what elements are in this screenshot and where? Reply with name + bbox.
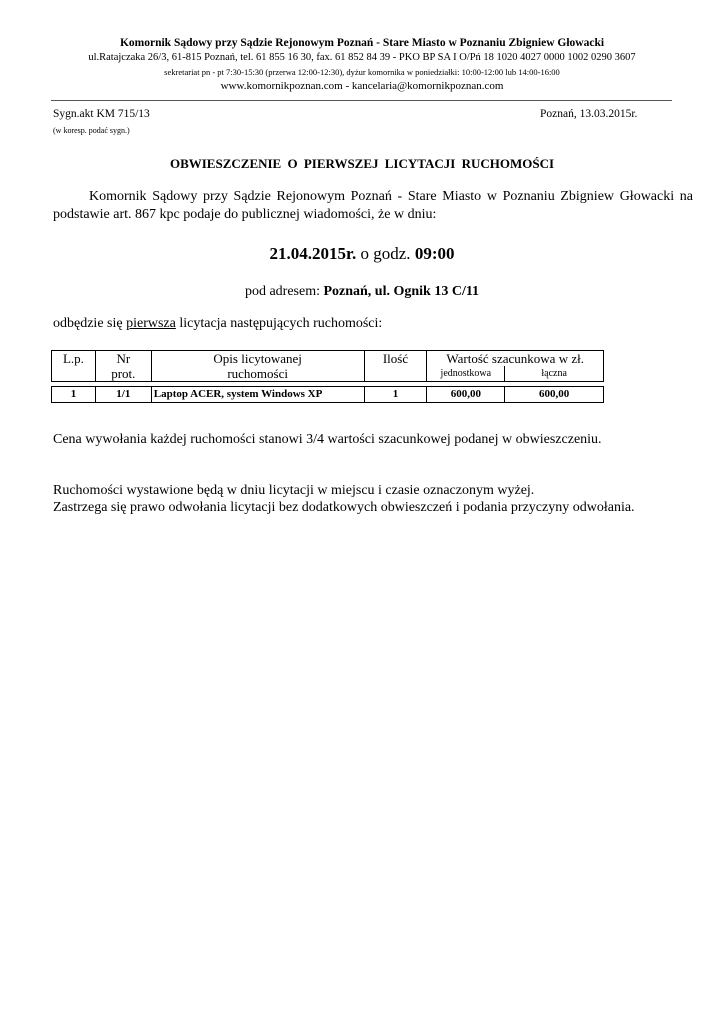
auction-sentence [53, 316, 382, 332]
header-divider [51, 100, 672, 101]
secretariat-hours: sekretariat pn - pt 7:30-15:30 (przerwa 12:00-12:30), dyżur komornika w poniedziałki: 10:00-12:00 lub 14:00-16:00 [164, 67, 560, 77]
auction-address-line [0, 284, 724, 300]
case-signature: Sygn.akt KM 715/13 [53, 108, 150, 120]
cell-laczna: 600,00 [505, 387, 604, 403]
header-opis: Opis licytowanej [151, 351, 364, 367]
table-row [52, 387, 604, 403]
auction-time: 09:00 [414, 244, 455, 263]
auction-at-label: o godz. [356, 244, 415, 263]
document-title: OBWIESZCZENIE O PIERWSZEJ LICYTACJI RUCHOMOŚCI [169, 156, 555, 171]
header-nr-prot: prot. [95, 366, 151, 382]
bailiff-address: ul.Ratajczaka 26/3, 61-815 Poznań, tel. 61 855 16 30, fax. 61 852 84 39 - PKO BP SA I O/Pń 18 1020 4027 0000 1002 0290 3607 [88, 52, 636, 63]
intro-paragraph: Komornik Sądowy przy Sądzie Rejonowym Poznań - Stare Miasto w Poznaniu Zbigniew Głowacki na podstawie art. 867 kpc podaje do publicznej wiadomości, że w dniu: [53, 189, 693, 222]
header-nr: Nr [95, 351, 151, 367]
website-email: www.komornikpoznan.com - kancelaria@komornikpoznan.com [220, 80, 504, 92]
cell-opis: Laptop ACER, system Windows XP [151, 387, 364, 403]
header-wartosc: Wartość szacunkowa w zł. [427, 351, 604, 367]
display-paragraph: Ruchomości wystawione będą w dniu licytacji w miejscu i czasie oznaczonym wyżej. [53, 483, 535, 498]
document-date: Poznań, 13.03.2015r. [540, 108, 638, 120]
table-subheader-row [52, 366, 604, 382]
cell-jednostkowa: 600,00 [427, 387, 505, 403]
sentence-after: licytacja następujących ruchomości: [175, 316, 383, 331]
cell-ilosc: 1 [364, 387, 427, 403]
bailiff-header-title: Komornik Sądowy przy Sądzie Rejonowym Poznań - Stare Miasto w Poznaniu Zbigniew Głowacki [119, 37, 605, 49]
header-ruchomosci: ruchomości [151, 366, 364, 382]
sentence-before: odbędzie się [53, 316, 127, 331]
header-lp: L.p. [52, 351, 96, 382]
header-laczna: łączna [505, 366, 604, 382]
sentence-underlined: pierwsza [126, 316, 176, 331]
price-paragraph: Cena wywołania każdej ruchomości stanowi 3/4 wartości szacunkowej podanej w obwieszczeniu. [53, 432, 602, 447]
auction-datetime [0, 244, 724, 264]
cell-nr: 1/1 [95, 387, 151, 403]
table-header-row [52, 351, 604, 367]
correspondence-note: (w koresp. podać sygn.) [53, 126, 130, 135]
auction-date: 21.04.2015r. [269, 244, 357, 263]
auction-address: Poznań, ul. Ognik 13 C/11 [323, 284, 480, 299]
cell-lp: 1 [52, 387, 96, 403]
reserve-paragraph: Zastrzega się prawo odwołania licytacji bez dodatkowych obwieszczeń i podania przyczyny odwołania. [53, 500, 635, 515]
address-label: pod adresem: [244, 284, 324, 299]
header-jednostkowa: jednostkowa [427, 366, 505, 382]
header-ilosc: Ilość [364, 351, 427, 382]
items-table [51, 350, 604, 403]
